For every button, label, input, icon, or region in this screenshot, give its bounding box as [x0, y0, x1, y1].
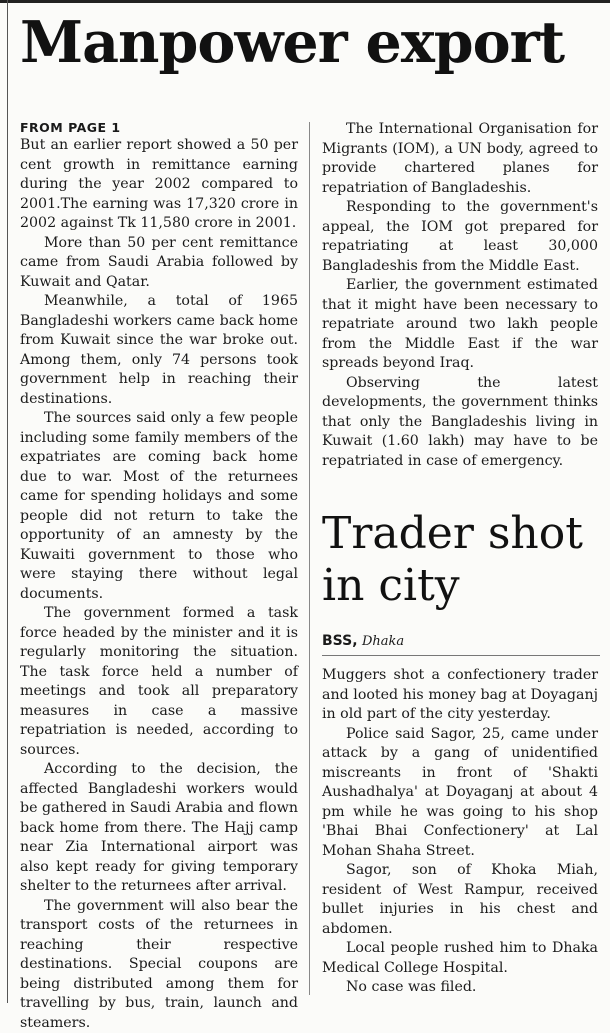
- story1-right-column: [322, 120, 598, 471]
- column-divider: [309, 122, 310, 995]
- paragraph: More than 50 per cent remittance came from Saudi Arabia followed by Kuwait and Qatar.: [20, 234, 298, 293]
- story2-headline-line: in city: [322, 560, 602, 612]
- paragraph: The government formed a task force headed by the minister and it is regularly monitoring the situation. The task force held a number of meetings and took all preparatory measures in case a massive repatriation is needed, according to sources.: [20, 604, 298, 760]
- paragraph: The government will also bear the transport costs of the returnees in reaching their respective destinations. Special coupons are being distributed among them for travelling by bus, train, launch and steamers.: [20, 897, 298, 1033]
- paragraph: Observing the latest developments, the government thinks that only the Bangladeshis living in Kuwait (1.60 lakh) may have to be repatriated in case of emergency.: [322, 374, 598, 472]
- paragraph: Earlier, the government estimated that it might have been necessary to repatriate around two lakh people from the Middle East if the war spreads beyond Iraq.: [322, 276, 598, 374]
- paragraph: Police said Sagor, 25, came under attack by a gang of unidentified miscreants in front of 'Shakti Aushadhalya' at Doyaganj at about 4 pm while he was going to his shop 'Bhai Bhai Confectionery' at Lal Mohan Shaha Street.: [322, 725, 598, 862]
- paragraph: According to the decision, the affected Bangladeshi workers would be gathered in Saudi Arabia and flown back home from there. The Hajj camp near Zia International airport was also kept ready for giving temporary shelter to the returnees after arrival.: [20, 760, 298, 897]
- story2-headline: [322, 508, 602, 612]
- paragraph: Meanwhile, a total of 1965 Bangladeshi workers came back home from Kuwait since the war broke out. Among them, only 74 persons took government help in reaching their destinations.: [20, 292, 298, 409]
- left-column-rule: [7, 0, 8, 1003]
- paragraph: The sources said only a few people including some family members of the expatriates are coming back home due to war. Most of the returnees came for spending holidays and some people did not return to take the opportunity of an amnesty by the Kuwaiti government to those who were staying there without legal documents.: [20, 409, 298, 604]
- paragraph: Sagor, son of Khoka Miah, resident of West Rampur, received bullet injuries in his chest and abdomen.: [322, 861, 598, 939]
- story2-body: [322, 666, 598, 998]
- byline-rule: [322, 655, 600, 656]
- byline: [322, 632, 404, 651]
- story2-headline-line: Trader shot: [322, 508, 602, 560]
- top-rule: [0, 0, 610, 3]
- kicker: FROM PAGE 1: [20, 120, 298, 136]
- byline-location: Dhaka: [362, 634, 404, 649]
- page-headline: Manpower export: [20, 14, 564, 71]
- byline-source: BSS,: [322, 633, 358, 649]
- paragraph: No case was filed.: [322, 978, 598, 998]
- paragraph: But an earlier report showed a 50 per cent growth in remittance earning during the year 2002 compared to 2001.The earning was 17,320 crore in 2002 against Tk 11,580 crore in 2001.: [20, 136, 298, 234]
- paragraph: Local people rushed him to Dhaka Medical College Hospital.: [322, 939, 598, 978]
- story1-left-column: [20, 120, 298, 1033]
- paragraph: The International Organisation for Migrants (IOM), a UN body, agreed to provide chartered planes for repatriation of Bangladeshis.: [322, 120, 598, 198]
- paragraph: Muggers shot a confectionery trader and looted his money bag at Doyaganj in old part of the city yesterday.: [322, 666, 598, 725]
- paragraph: Responding to the government's appeal, the IOM got prepared for repatriating at least 30,000 Bangladeshis from the Middle East.: [322, 198, 598, 276]
